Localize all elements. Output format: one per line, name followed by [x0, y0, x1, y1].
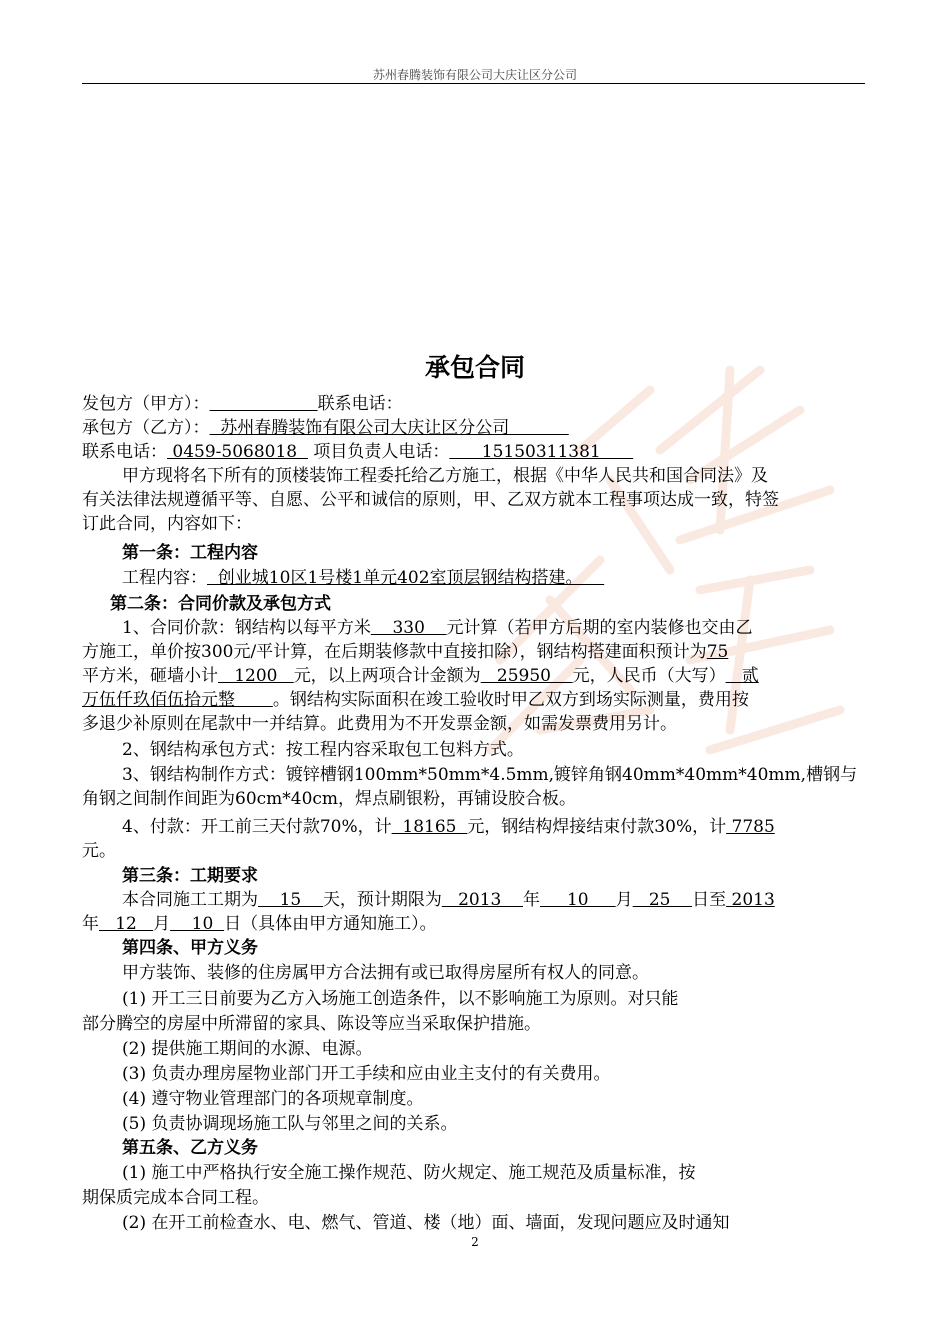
party-a-duty-4: (4) 遵守物业管理部门的各项规章制度。 — [122, 1089, 424, 1109]
total-cn-field-1[interactable]: 贰 — [725, 666, 759, 686]
unit-price-field[interactable]: 330 — [370, 618, 447, 638]
intro-line-1: 甲方现将名下所有的顶楼装饰工程委托给乙方施工，根据《中华人民共和国合同法》及 — [122, 466, 768, 486]
payment-line-2: 元。 — [82, 841, 116, 861]
article-4-heading: 第四条、甲方义务 — [122, 938, 258, 958]
article-2-heading: 第二条：合同价款及承包方式 — [110, 594, 331, 614]
article-3-heading: 第三条：工期要求 — [122, 866, 258, 886]
days-field[interactable]: 15 — [258, 890, 323, 910]
party-a-duty-1-line-2: 部分腾空的房屋中所滞留的家具、陈设等应当采取保护措施。 — [82, 1014, 541, 1034]
header-rule — [82, 83, 865, 84]
start-day-field[interactable]: 25 — [632, 890, 693, 910]
payment-1-field[interactable]: 18165 — [391, 817, 468, 837]
schedule-line-2: 年 12 月 10 日（具体由甲方通知施工）。 — [82, 914, 437, 934]
payment-2-field[interactable]: 7785 — [726, 817, 775, 837]
work-content-line: 工程内容： 创业城10区1号楼1单元402室顶层钢结构搭建。 — [122, 568, 605, 588]
party-b-line: 承包方（乙方）： 苏州春腾装饰有限公司大庆让区分公司 — [82, 418, 569, 438]
contract-title: 承包合同 — [424, 353, 525, 382]
intro-line-3: 订此合同，内容如下： — [82, 514, 252, 534]
price-line-1: 1、合同价款：钢结构以每平方米 330 元计算（若甲方后期的室内装修也交由乙 — [122, 618, 753, 638]
end-month-field[interactable]: 12 — [99, 914, 154, 934]
party-a-name-field[interactable] — [210, 394, 318, 414]
total-cn-field-2[interactable]: 万伍仟玖佰伍拾元整 — [82, 690, 273, 710]
start-year-field[interactable]: 2013 — [441, 890, 523, 910]
party-b-duty-2-line-1: (2) 在开工前检查水、电、燃气、管道、楼（地）面、墙面，发现问题应及时通知 — [122, 1213, 730, 1233]
party-a-duty-2: (2) 提供施工期间的水源、电源。 — [122, 1039, 373, 1059]
area-field[interactable]: 75 — [706, 642, 729, 662]
work-content-field[interactable]: 创业城10区1号楼1单元402室顶层钢结构搭建。 — [207, 568, 605, 588]
article-1-heading: 第一条：工程内容 — [122, 543, 258, 563]
intro-line-2: 有关法律法规遵循平等、自愿、公平和诚信的原则，甲、乙双方就本工程事项达成一致，特签 — [82, 490, 779, 510]
end-year-field[interactable]: 2013 — [726, 890, 775, 910]
page-header: 苏州春腾装饰有限公司大庆让区分公司 — [372, 68, 577, 82]
party-a-duty-5: (5) 负责协调现场施工队与邻里之间的关系。 — [122, 1114, 458, 1134]
start-month-field[interactable]: 10 — [539, 890, 616, 910]
schedule-line-1: 本合同施工工期为 15 天，预计期限为 2013 年 10 月 25 日至 2013 — [122, 890, 775, 910]
party-b-duty-1-line-2: 期保质完成本合同工程。 — [82, 1188, 269, 1208]
price-line-4: 万伍仟玖佰伍拾元整 。钢结构实际面积在竣工验收时甲乙双方到场实际测量，费用按 — [82, 690, 749, 710]
party-b-phone-field[interactable]: 0459-5068018 — [167, 442, 308, 462]
party-b-name-field[interactable]: 苏州春腾装饰有限公司大庆让区分公司 — [209, 418, 569, 438]
price-line-5: 多退少补原则在尾款中一并结算。此费用为不开发票金额，如需发票费用另计。 — [82, 714, 677, 734]
end-day-field[interactable]: 10 — [170, 914, 225, 934]
party-b-duty-1-line-1: (1) 施工中严格执行安全施工操作规范、防火规定、施工规范及质量标准，按 — [122, 1163, 696, 1183]
party-a-line: 发包方（甲方）： 联系电话： — [82, 394, 403, 414]
party-a-duty-3: (3) 负责办理房屋物业部门开工手续和应由业主支付的有关费用。 — [122, 1064, 611, 1084]
fabrication-line-2: 角钢之间制作间距为60cm*40cm，焊点刷银粉，再铺设胶合板。 — [82, 789, 577, 809]
article-5-heading: 第五条、乙方义务 — [122, 1138, 258, 1158]
contract-method-line: 2、钢结构承包方式：按工程内容采取包工包料方式。 — [122, 740, 524, 760]
party-a-duty-1-line-1: (1) 开工三日前要为乙方入场施工创造条件，以不影响施工为原则。对只能 — [122, 989, 679, 1009]
pm-phone-field[interactable]: 15150311381 — [449, 442, 634, 462]
payment-line: 4、付款：开工前三天付款70%，计 18165 元，钢结构焊接结束付款30%，计 7785 — [122, 817, 775, 837]
page-number: 2 — [471, 1235, 479, 1249]
price-line-3: 平方米，砸墙小计 1200 元，以上两项合计金额为 25950 元，人民币（大写） 贰 — [82, 666, 759, 686]
party-a-duty-intro: 甲方装饰、装修的住房属甲方合法拥有或已取得房屋所有权人的同意。 — [122, 963, 649, 983]
total-field[interactable]: 25950 — [480, 666, 573, 686]
wall-cost-field[interactable]: 1200 — [218, 666, 294, 686]
party-b-phone-line: 联系电话： 0459-5068018 项目负责人电话： 15150311381 — [82, 442, 634, 462]
fabrication-line-1: 3、钢结构制作方式：镀锌槽钢100mm*50mm*4.5mm,镀锌角钢40mm*40mm*40mm,槽钢与 — [122, 765, 858, 785]
price-line-2: 方施工，单价按300元/平计算，在后期装修款中直接扣除），钢结构搭建面积预计为75 — [82, 642, 729, 662]
